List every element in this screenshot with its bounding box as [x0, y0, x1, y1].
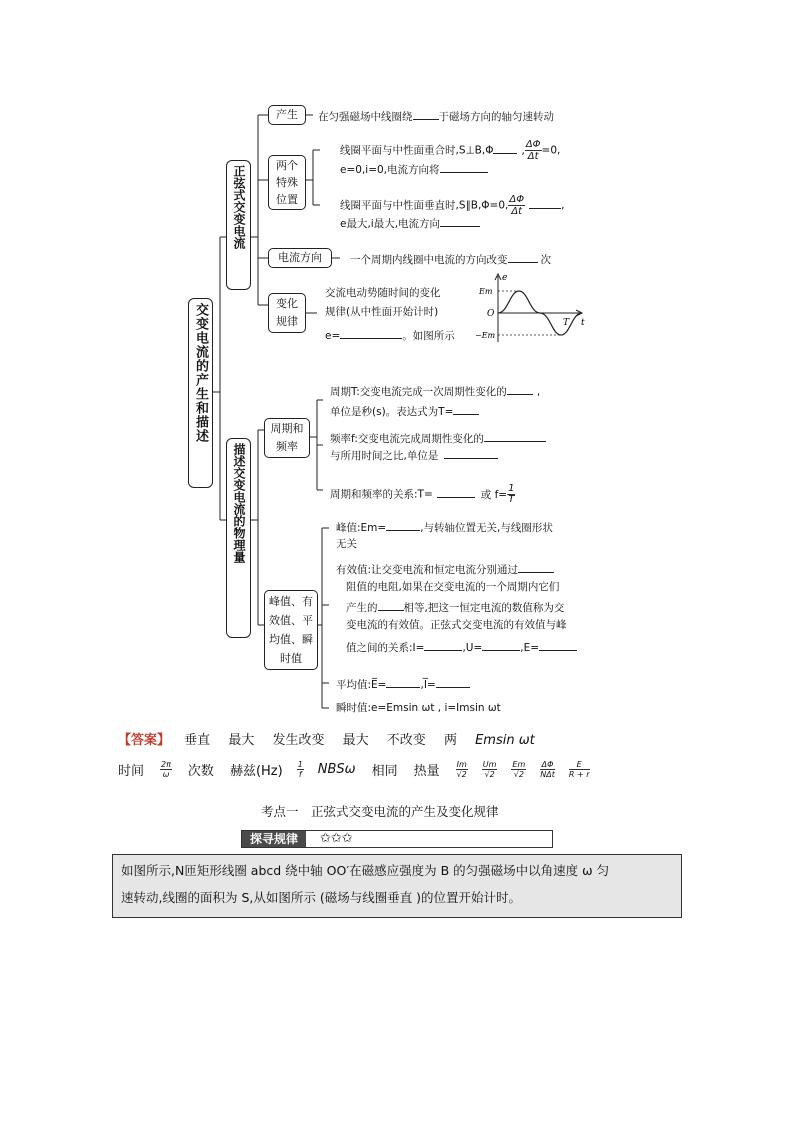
relation-text-b: 或 f=	[480, 488, 508, 501]
problem-box	[112, 854, 682, 918]
effective-text-5c: ,E=	[520, 642, 540, 654]
frac-num: ΔΦ	[541, 760, 554, 769]
special-2-line	[340, 194, 564, 217]
special-2-text-c: e最大,i最大,电流方向	[340, 218, 441, 230]
blank	[436, 676, 470, 688]
law-text-3b: 。如图所示	[402, 330, 455, 342]
blank	[413, 108, 439, 120]
effective-line-2	[346, 580, 559, 594]
answer-item: 次数	[187, 764, 214, 779]
frac-den: NΔt	[540, 770, 555, 779]
node-current-direction-label: 电流方向	[278, 251, 322, 264]
blank	[340, 327, 402, 339]
answer-item: 垂直	[184, 733, 211, 748]
graph-label-e: e	[502, 273, 508, 283]
node-values-label: 峰值、有效值、平均值、瞬时值	[269, 595, 313, 665]
relation-text-a: 周期和频率的关系:T=	[330, 488, 433, 501]
average-text-a: 平均值:E̅=	[336, 679, 387, 691]
special-2-fraction	[508, 194, 525, 217]
frequency-text-2: 与所用时间之比,单位是	[330, 450, 439, 462]
special-1-line2	[340, 161, 488, 177]
blank	[440, 215, 480, 227]
node-values	[264, 590, 318, 670]
frac-num: 2π	[161, 760, 171, 769]
effective-text-3a: 产生的	[346, 602, 378, 614]
answer-item: Emsin ωt	[475, 733, 535, 748]
node-current-direction	[268, 248, 332, 268]
section-title: 考点一 正弦式交变电流的产生及变化规律	[261, 804, 499, 819]
answer-frac-em	[511, 760, 526, 779]
frequency-line-2	[330, 447, 498, 463]
blank	[518, 561, 554, 573]
node-change-law-label: 变化规律	[276, 297, 298, 328]
peak-line-2	[336, 537, 357, 551]
law-line-3	[325, 327, 455, 343]
answer-row-1	[118, 729, 535, 748]
answer-frac-1f	[297, 760, 304, 779]
special-1-text-c: e=0,i=0,电流方向将	[340, 164, 440, 176]
special-1-fraction	[525, 139, 542, 162]
direction-line	[350, 251, 551, 267]
frac-num: Um	[482, 760, 497, 769]
law-line-1	[325, 286, 441, 300]
node-produce	[268, 105, 306, 125]
period-line-1	[330, 383, 540, 399]
period-text-1: 周期T:交变电流完成一次周期性变化的	[330, 386, 507, 398]
sine-wave-graph	[475, 272, 590, 344]
effective-text-1: 有效值:让交变电流和恒定电流分别通过	[336, 564, 519, 576]
produce-text-a: 在匀强磁场中线圈绕	[318, 111, 413, 123]
effective-line-3	[346, 599, 564, 615]
answer-item: 两	[443, 733, 457, 748]
graph-label-neg-em: −Em	[475, 331, 496, 340]
special-2-text: 线圈平面与中性面垂直时,S∥B,Φ=0,	[340, 199, 509, 212]
frac-num: 1	[297, 760, 303, 769]
blank	[529, 197, 561, 209]
produce-text-b: 于磁场方向的轴匀速转动	[438, 111, 554, 123]
problem-line-1: 如图所示,N匝矩形线圈 abcd 绕中轴 OO′在磁感应强度为 B 的匀强磁场中以角速度 ω 匀	[121, 863, 610, 878]
blank	[507, 383, 533, 395]
blank	[484, 430, 546, 442]
relation-fraction	[507, 484, 515, 505]
node-change-law	[268, 293, 306, 333]
problem-line-2: 速转动,线圈的面积为 S,从如图所示 (磁场与线圈垂直 )的位置开始计时。	[121, 890, 522, 905]
special-1-line: 线圈平面与中性面重合时,S⊥B,Φ , $\frac{\Delta\Phi}{\Delta t}$ =0,	[340, 139, 561, 162]
relation-line	[330, 484, 515, 505]
peak-text-a: 峰值:Em=	[336, 522, 387, 534]
effective-text-5b: ,U=	[462, 642, 483, 654]
peak-text-c: 无关	[336, 538, 357, 550]
average-line	[336, 676, 470, 692]
frac-num: Im	[456, 760, 467, 769]
answer-frac-2pi	[160, 760, 172, 779]
rule-tag: 探寻规律	[242, 831, 306, 847]
graph-label-t: t	[581, 318, 585, 328]
instant-text: 瞬时值:e=Emsin ωt , i=Imsin ωt	[336, 702, 501, 714]
answer-item: 时间	[118, 764, 145, 779]
frac-den: R + r	[568, 770, 590, 779]
node-special-positions-label: 两个特殊位置	[276, 159, 298, 206]
answer-frac-um	[482, 760, 498, 779]
answer-frac-dphi	[540, 760, 555, 779]
frac-den: Δt	[511, 206, 523, 217]
effective-line-1	[336, 561, 554, 577]
frac-den: √2	[513, 770, 524, 779]
effective-line-5	[346, 639, 577, 655]
answer-item: 赫兹(Hz)	[229, 764, 283, 779]
frac-den: Δt	[527, 151, 539, 162]
blank	[424, 639, 462, 651]
node-special-positions	[268, 155, 306, 210]
star-rating: ✩✩✩	[320, 831, 353, 846]
answer-frac-im	[456, 760, 468, 779]
instant-line	[336, 701, 501, 715]
blank	[386, 519, 420, 531]
node-period-frequency-label: 周期和频率	[270, 422, 304, 453]
answer-row-2	[118, 760, 590, 779]
direction-tail: 次	[540, 254, 551, 266]
frac-num: Em	[512, 760, 526, 769]
law-text-2: 规律(从中性面开始计时)	[325, 306, 439, 318]
special-1-text: 线圈平面与中性面重合时,S⊥B,Φ	[340, 144, 494, 157]
branch-sine-ac-title: 正弦式交变电流	[232, 165, 246, 249]
effective-line-4	[346, 618, 567, 632]
produce-line	[318, 108, 554, 124]
graph-label-o: O	[487, 309, 495, 319]
answer-frac-e	[569, 760, 590, 779]
graph-label-T: T	[563, 318, 570, 328]
effective-text-3b: 相等,把这一恒定电流的数值称为交	[403, 602, 565, 614]
frac-den: √2	[484, 770, 495, 779]
answer-item: 热量	[413, 764, 440, 779]
frequency-line-1	[330, 430, 546, 446]
period-text-2: 单位是秒(s)。表达式为T=	[330, 406, 454, 418]
frac-num: 1	[508, 483, 515, 494]
frac-num: ΔΦ	[525, 139, 541, 150]
period-line-2	[330, 403, 479, 419]
answer-item: 最大	[228, 733, 255, 748]
frac-den: √2	[456, 770, 467, 779]
blank	[493, 142, 517, 154]
answer-item: 发生改变	[272, 733, 325, 748]
frac-den: f	[298, 770, 302, 779]
blank	[453, 403, 479, 415]
blank	[539, 639, 577, 651]
answer-tag: 【答案】	[118, 733, 171, 748]
branch-physical-quantities	[226, 438, 251, 638]
frac-den: ω	[162, 770, 170, 779]
frac-num: E	[569, 760, 590, 770]
peak-text-b: ,与转轴位置无关,与线圈形状	[420, 522, 553, 534]
special-1-text-b: =0,	[541, 144, 561, 157]
root-node	[188, 298, 213, 488]
direction-text: 一个周期内线圈中电流的方向改变	[350, 254, 508, 266]
graph-label-em: Em	[479, 287, 493, 296]
effective-text-5a: 值之间的关系:I=	[346, 642, 425, 654]
answer-item: 不改变	[386, 733, 426, 748]
special-2-text-b: ,	[561, 199, 565, 212]
answer-item: 最大	[342, 733, 369, 748]
peak-line	[336, 519, 553, 535]
frac-den: T	[508, 494, 515, 505]
period-text-1-tail: ,	[536, 386, 541, 398]
blank	[482, 639, 520, 651]
node-produce-label: 产生	[276, 108, 298, 121]
frequency-text-1: 频率f:交变电流完成周期性变化的	[330, 433, 484, 445]
answer-item: 相同	[371, 764, 398, 779]
effective-text-2: 阻值的电阻,如果在交变电流的一个周期内它们	[346, 581, 560, 593]
branch-sine-ac	[226, 160, 251, 290]
node-period-frequency	[264, 418, 310, 458]
law-text-1: 交流电动势随时间的变化	[325, 287, 441, 299]
root-title: 交变电流的产生和描述	[193, 303, 208, 443]
effective-text-4: 变电流的有效值。正弦式交变电流的有效值与峰	[346, 619, 567, 631]
blank	[378, 599, 404, 611]
blank	[444, 447, 498, 459]
frac-num: ΔΦ	[509, 194, 525, 205]
blank	[508, 251, 538, 263]
average-text-b: ,I̅=	[420, 679, 436, 691]
blank	[437, 486, 475, 498]
blank	[440, 161, 488, 173]
blank	[386, 676, 420, 688]
law-text-3a: e=	[325, 330, 341, 342]
answer-item: NBSω	[317, 762, 356, 777]
special-2-line2	[340, 215, 480, 231]
law-line-2	[325, 305, 438, 319]
branch-physical-quantities-title: 描述交变电流的物理量	[232, 443, 246, 563]
